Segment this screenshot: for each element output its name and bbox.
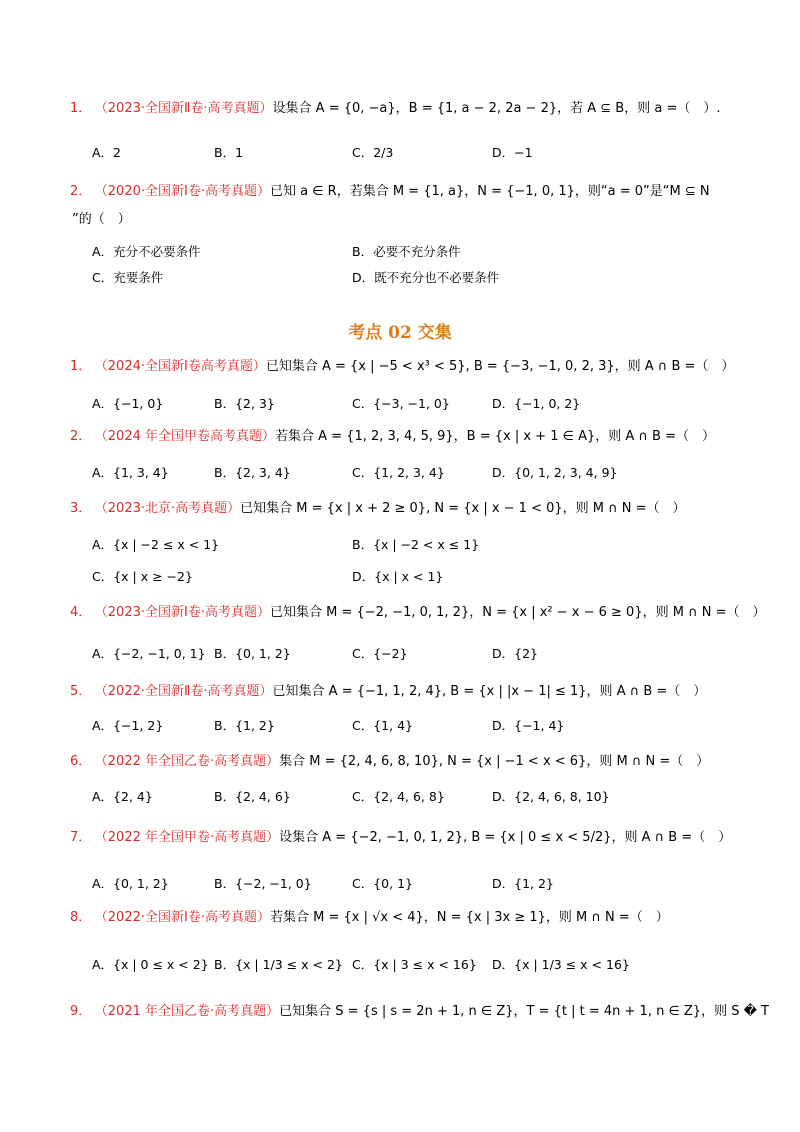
option-d: D．{x | 1/3 ≤ x < 16} <box>492 957 630 972</box>
option-a: A．2 <box>92 145 122 160</box>
question-number: 8． <box>70 910 92 925</box>
question-stem: 若集合 M = {x | √x < 4}，N = {x | 3x ≥ 1}，则 M ∩ N =（ ） <box>269 910 669 925</box>
question-number: 3． <box>70 501 92 516</box>
option-c: C．充要条件 <box>92 270 164 285</box>
question-number: 7． <box>70 830 92 845</box>
option-b: B．{0, 1, 2} <box>214 646 291 661</box>
section-heading: 考点 02 交集 <box>348 323 452 343</box>
option-c: C．{0, 1} <box>352 876 413 891</box>
option-c: C．{−3, −1, 0} <box>352 396 450 411</box>
option-a: A．{−1, 2} <box>92 718 164 733</box>
question-2-6 <box>70 753 709 771</box>
question-source: （2024 年全国甲卷高考真题） <box>101 429 275 444</box>
option-c: C．{x | x ≥ −2} <box>92 569 193 584</box>
option-d: D．{1, 2} <box>492 876 554 891</box>
option-a: A．{−2, −1, 0, 1} <box>92 646 206 661</box>
question-1-2-cont <box>72 211 131 229</box>
question-source: （2024·全国新Ⅰ卷高考真题） <box>101 359 266 374</box>
option-b: B．{x | −2 < x ≤ 1} <box>352 537 480 552</box>
question-number: 4． <box>70 605 92 620</box>
question-1-2 <box>70 183 710 201</box>
question-2-3 <box>70 500 686 518</box>
option-b: B．{1, 2} <box>214 718 275 733</box>
option-a: A．充分不必要条件 <box>92 244 201 259</box>
question-source: （2021 年全国乙卷·高考真题） <box>101 1004 280 1019</box>
option-b: B．{−2, −1, 0} <box>214 876 312 891</box>
question-stem: 已知集合 M = {x | x + 2 ≥ 0}, N = {x | x − 1 < 0}，则 M ∩ N =（ ） <box>240 501 686 516</box>
question-2-7 <box>70 829 731 847</box>
option-b: B．1 <box>214 145 244 160</box>
question-number: 9． <box>70 1004 92 1019</box>
question-stem: 已知集合 A = {x | −5 < x³ < 5}, B = {−3, −1, 0, 2, 3}，则 A ∩ B =（ ） <box>265 359 735 374</box>
question-source: （2023·全国新Ⅰ卷·高考真题） <box>101 605 270 620</box>
option-c: C．{1, 2, 3, 4} <box>352 465 445 480</box>
question-number: 6． <box>70 754 92 769</box>
question-source: （2022·全国新Ⅰ卷·高考真题） <box>101 910 270 925</box>
question-2-9 <box>70 1003 769 1021</box>
option-a: A．{x | 0 ≤ x < 2} <box>92 957 209 972</box>
question-number: 1． <box>70 359 92 374</box>
question-2-8 <box>70 909 669 927</box>
option-d: D．{x | x < 1} <box>352 569 444 584</box>
question-stem: 已知 a ∈ R，若集合 M = {1, a}，N = {−1, 0, 1}，则“a = 0”是“M ⊆ N <box>269 184 710 199</box>
question-stem: 集合 M = {2, 4, 6, 8, 10}, N = {x | −1 < x < 6}，则 M ∩ N =（ ） <box>279 754 710 769</box>
question-stem: 已知集合 M = {−2, −1, 0, 1, 2}，N = {x | x² − x − 6 ≥ 0}，则 M ∩ N =（ ） <box>269 605 766 620</box>
option-d: D．{−1, 0, 2} <box>492 396 581 411</box>
option-b: B．必要不充分条件 <box>352 244 461 259</box>
option-d: D．{2} <box>492 646 538 661</box>
option-c: C．{1, 4} <box>352 718 413 733</box>
option-d: D．{0, 1, 2, 3, 4, 9} <box>492 465 618 480</box>
option-a: A．{0, 1, 2} <box>92 876 169 891</box>
option-c: C．2/3 <box>352 145 394 160</box>
question-2-1 <box>70 358 734 376</box>
question-stem: 若集合 A = {1, 2, 3, 4, 5, 9}，B = {x | x + 1 ∈ A}，则 A ∩ B =（ ） <box>275 429 715 444</box>
option-a: A．{1, 3, 4} <box>92 465 169 480</box>
option-d: D．{2, 4, 6, 8, 10} <box>492 789 610 804</box>
option-d: D．{−1, 4} <box>492 718 565 733</box>
option-b: B．{x | 1/3 ≤ x < 2} <box>214 957 343 972</box>
question-2-4 <box>70 604 765 622</box>
option-d: D．既不充分也不必要条件 <box>352 270 500 285</box>
question-stem: 已知集合 S = {s | s = 2n + 1, n ∈ Z}，T = {t | t = 4n + 1, n ∈ Z}，则 S � T <box>279 1004 770 1019</box>
option-a: A．{x | −2 ≤ x < 1} <box>92 537 220 552</box>
option-a: A．{−1, 0} <box>92 396 164 411</box>
question-2-2 <box>70 428 715 446</box>
question-number: 1． <box>70 101 92 116</box>
question-source: （2022 年全国甲卷·高考真题） <box>101 830 280 845</box>
question-number: 2． <box>70 184 92 199</box>
option-c: C．{−2} <box>352 646 408 661</box>
option-b: B．{2, 3} <box>214 396 275 411</box>
question-stem: 已知集合 A = {−1, 1, 2, 4}, B = {x | |x − 1| ≤ 1}，则 A ∩ B =（ ） <box>272 684 707 699</box>
question-2-5 <box>70 683 706 701</box>
question-number: 2． <box>70 429 92 444</box>
question-source: （2022 年全国乙卷·高考真题） <box>101 754 280 769</box>
option-c: C．{x | 3 ≤ x < 16} <box>352 957 477 972</box>
question-stem: 设集合 A = {−2, −1, 0, 1, 2}, B = {x | 0 ≤ x < 5/2}，则 A ∩ B =（ ） <box>279 830 732 845</box>
question-source: （2020·全国新Ⅰ卷·高考真题） <box>101 184 270 199</box>
option-b: B．{2, 3, 4} <box>214 465 291 480</box>
question-stem-continued: ”的（ ） <box>72 212 131 227</box>
option-c: C．{2, 4, 6, 8} <box>352 789 445 804</box>
option-a: A．{2, 4} <box>92 789 153 804</box>
question-source: （2023·全国新Ⅱ卷·高考真题） <box>101 101 273 116</box>
question-source: （2023·北京·高考真题） <box>101 501 241 516</box>
option-d: D．−1 <box>492 145 533 160</box>
option-b: B．{2, 4, 6} <box>214 789 291 804</box>
question-source: （2022·全国新Ⅱ卷·高考真题） <box>101 684 273 699</box>
question-1-1 <box>70 100 721 118</box>
question-number: 5． <box>70 684 92 699</box>
question-stem: 设集合 A = {0, −a}，B = {1, a − 2, 2a − 2}，若 A ⊆ B，则 a =（ ）. <box>272 101 721 116</box>
